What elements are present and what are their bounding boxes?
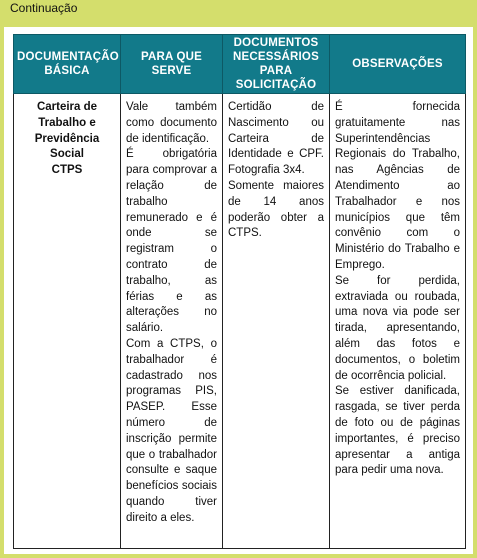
required-paragraph: Certidão de Nascimento ou Carteira de Identidade e CPF. Fotografia 3x4.: [228, 101, 324, 177]
document-name-line: CTPS: [51, 164, 83, 177]
document-name-line: Social: [50, 148, 84, 161]
table-row: [14, 94, 466, 549]
table-header-row: [14, 35, 466, 94]
header-observacoes: OBSERVAÇÕES: [330, 35, 466, 94]
required-paragraph: Somente maiores de 14 anos poderão obter a CTPS.: [228, 179, 324, 240]
header-documentos-necessarios: DOCUMENTOS NECESSÁRIOS PARA SOLICITAÇÃO: [223, 35, 330, 94]
notes-paragraph: Se for perdida, extraviada ou roubada, uma nova via pode ser tirada, apresentando, além das fotos e documentos, o boletim de ocorrência policial.: [335, 274, 460, 382]
notes-paragraph: Se estiver danificada, rasgada, se tiver perda de foto ou de páginas importantes, é preciso apresentar a antiga para pedir uma nova.: [335, 385, 460, 477]
purpose-paragraph: Com a CTPS, o trabalhador é cadastrado nos programas PIS, PASEP. Esse número de inscrição permite que o trabalhador consulte e saque benefícios sociais quando tiver direito a eles.: [126, 337, 217, 524]
cell-required-documents: [223, 94, 330, 549]
purpose-paragraph: É obrigatória para comprovar a relação de trabalho remunerado e é onde se registram o contrato de trabalho, as férias e as alterações no salário.: [126, 148, 217, 335]
document-name-line: Carteira de: [36, 101, 98, 113]
cell-purpose: [121, 94, 223, 549]
purpose-paragraph: Vale também como documento de identificação.: [126, 101, 217, 145]
document-name-line: Previdência: [34, 132, 100, 145]
document-panel: [4, 27, 473, 554]
header-para-que-serve: PARA QUE SERVE: [121, 35, 223, 94]
cell-notes: [330, 94, 466, 549]
header-documentacao-basica: DOCUMENTAÇÃO BÁSICA: [14, 35, 121, 94]
cell-document-name: [14, 94, 121, 549]
notes-paragraph: É fornecida gratuitamente nas Superintendências Regionais do Trabalho, nas Agências de Atendimento ao Trabalhador e nos municípios que têm convênio com o Ministério do Trabalho e Emprego.: [335, 101, 460, 271]
documents-table: [13, 34, 466, 549]
document-name-line: Trabalho e: [38, 116, 96, 129]
continuation-label: Continuação: [10, 1, 78, 15]
